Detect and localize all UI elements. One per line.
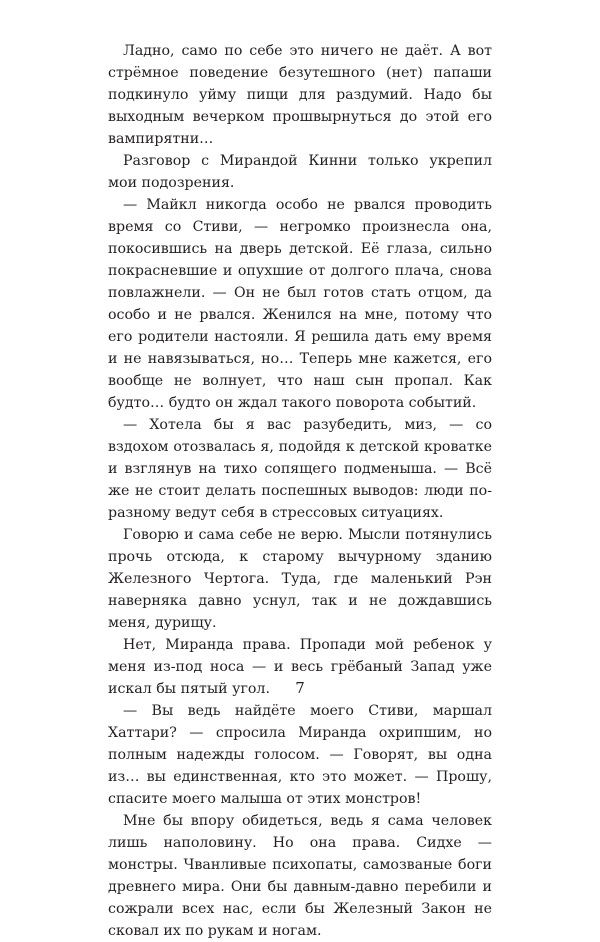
paragraph: Ладно, само по себе это ничего не даёт. А вот стрёмное поведение безутешного (нет) папаши подкинуло уйму пищи для раздумий. Надо бы выходным вечерком прошвырнуться до этой его вампирятни… (108, 43, 492, 147)
paragraph: — Вы ведь найдёте моего Стиви, маршал Хаттари? — спросила Миранда охрипшим, но полным надежды голосом. — Говорят, вы одна из… вы единственная, кто это может. — Прошу, спасите моего малыша от этих монстров! (108, 703, 492, 807)
paragraph: Нет, Миранда права. Пропади мой ребенок у меня из-под носа — и весь грёбаный Запад уже искал бы пятый угол. (108, 637, 492, 697)
paragraph: Разговор с Мирандой Кинни только укрепил мои подозрения. (108, 153, 492, 191)
paragraph: Говорю и сама себе не верю. Мысли потянулись прочь отсюда, к старому вычурному зданию Железного Чертога. Туда, где маленький Рэн наверняка давно уснул, так и не дождавшись меня, дурищу. (108, 527, 492, 631)
paragraph: — Майкл никогда особо не рвался проводить время со Стиви, — негромко произнесла она, покосившись на дверь детской. Её глаза, сильно покрасневшие и опухшие от долгого плача, снова повлажнели. — Он не был готов стать отцом, да особо и не рвался. Женился на мне, потому что его родители настояли. Я решила дать ему время и не навязываться, но… Теперь мне кажется, его вообще не волнует, что наш сын пропал. Как будто… будто он ждал такого поворота событий. (108, 197, 492, 411)
paragraph: Мне бы впору обидеться, ведь я сама человек лишь наполовину. Но она права. Сидхе — монстры. Чванливые психопаты, самозваные боги древнего мира. Они бы давным-давно перебили и сожрали всех нас, если бы Железный Закон не сковал их по рукам и ногам. (108, 813, 492, 939)
body-text (108, 40, 492, 942)
page-number: 7 (295, 679, 305, 697)
paragraph: — Хотела бы я вас разубедить, миз, — со вздохом отозвалась я, подойдя к детской кроватке и взглянув на тихо сопящего подменыша. — Всё же не стоит делать поспешных выводов: люди по-разному ведут себя в стрессовых ситуациях. (108, 417, 492, 521)
